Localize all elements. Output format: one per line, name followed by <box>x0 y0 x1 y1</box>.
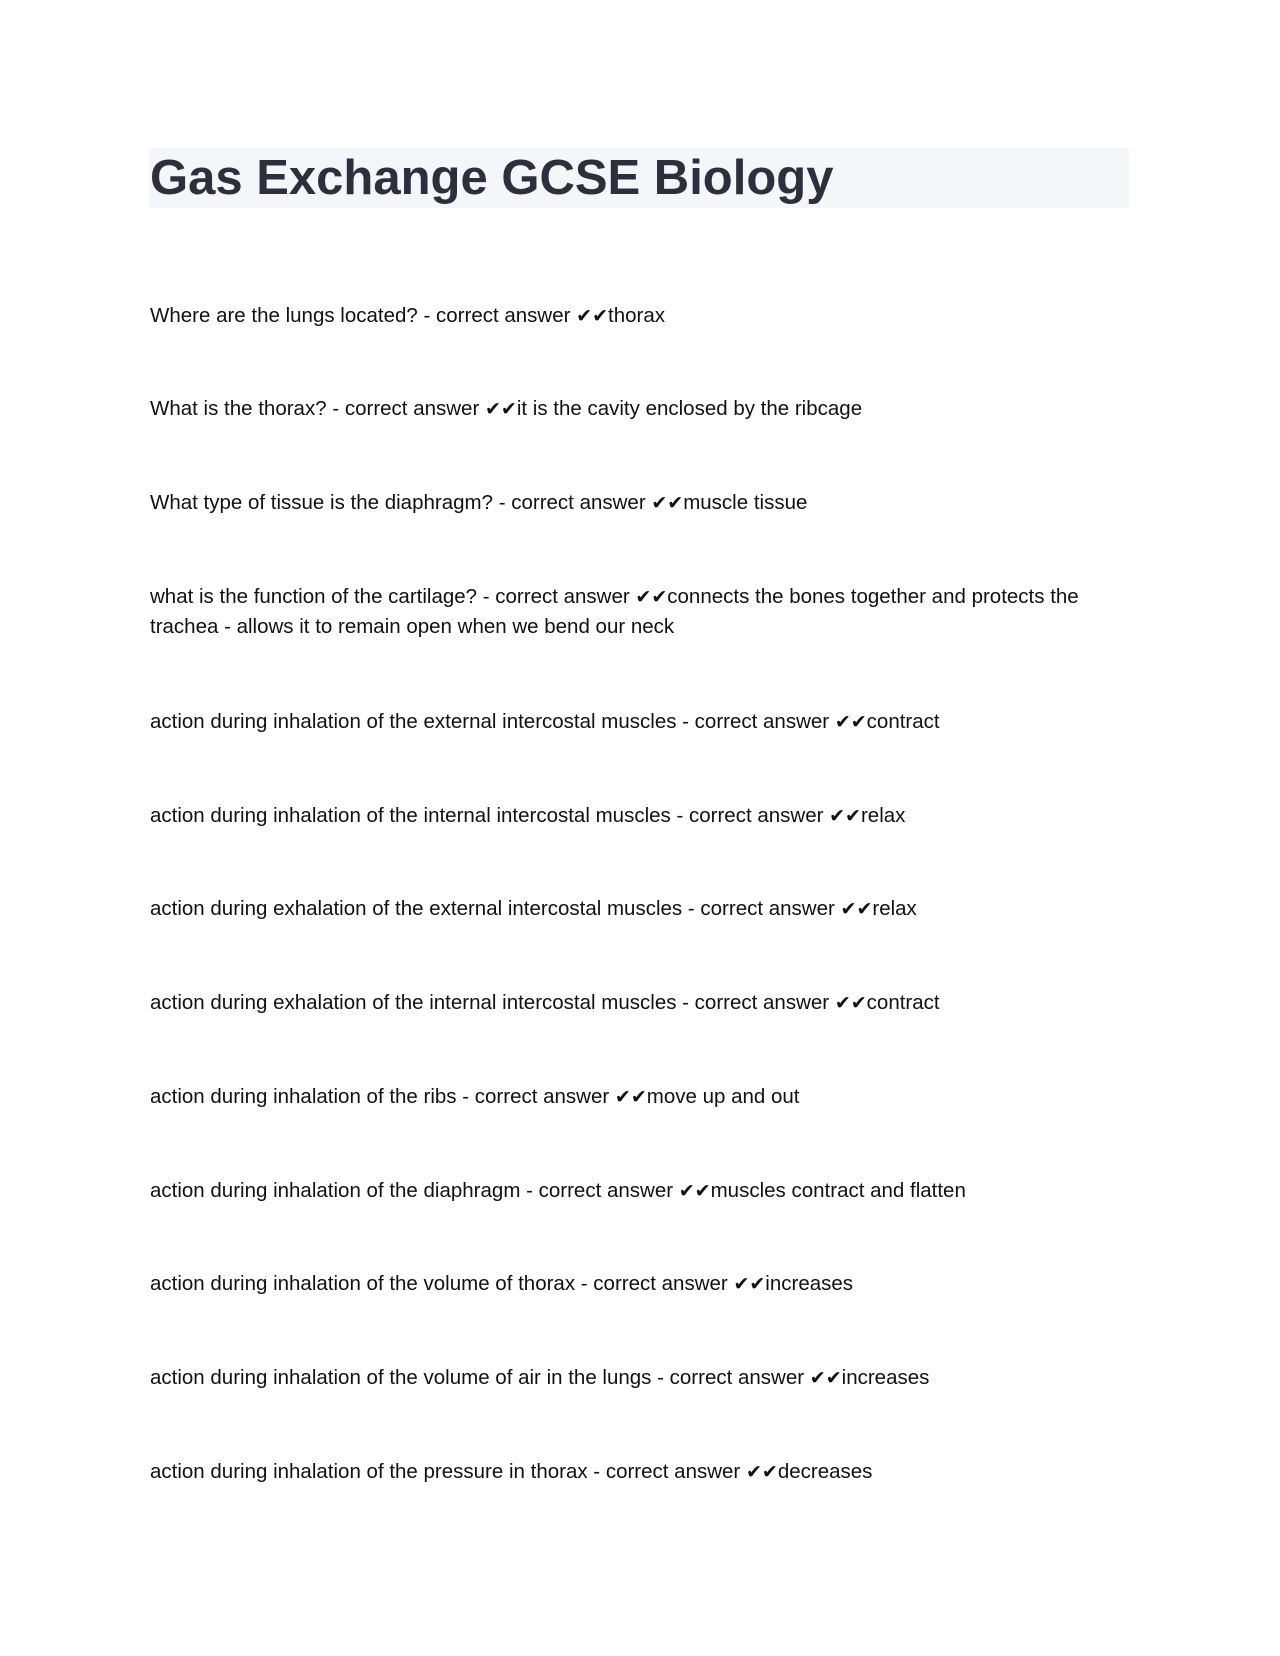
double-check-icon: ✔✔ <box>834 992 867 1014</box>
question-text: action during inhalation of the volume of air in the lungs <box>150 1366 652 1389</box>
answer-separator: - correct answer <box>477 585 636 608</box>
answer-text: it is the cavity enclosed by the ribcage <box>516 397 863 420</box>
question-text: Where are the lungs located? <box>150 304 418 327</box>
double-check-icon: ✔✔ <box>840 898 873 920</box>
double-check-icon: ✔✔ <box>614 1086 647 1108</box>
answer-text: contract <box>866 710 940 733</box>
double-check-icon: ✔✔ <box>635 586 668 608</box>
qa-item <box>150 488 1140 518</box>
question-text: action during inhalation of the diaphragm <box>150 1179 521 1202</box>
answer-separator: - correct answer <box>676 710 835 733</box>
answer-separator: - correct answer <box>587 1460 746 1483</box>
answer-separator: - correct answer <box>676 991 835 1014</box>
answer-text: muscle tissue <box>683 491 808 514</box>
answer-text: connects the bones together and protects the trachea - allows it to remain open when we bend our neck <box>150 585 1079 638</box>
answer-text: move up and out <box>646 1085 800 1108</box>
qa-item <box>150 1363 1140 1393</box>
qa-item <box>150 894 1140 924</box>
qa-item <box>150 1457 1140 1487</box>
double-check-icon: ✔✔ <box>733 1273 766 1295</box>
double-check-icon: ✔✔ <box>745 1461 778 1483</box>
answer-separator: - correct answer <box>682 897 841 920</box>
qa-item <box>150 1082 1140 1112</box>
answer-text: increases <box>765 1272 854 1295</box>
question-text: action during exhalation of the external intercostal muscles <box>150 897 683 920</box>
qa-item <box>150 801 1140 831</box>
answer-separator: - correct answer <box>326 397 485 420</box>
answer-text: relax <box>860 804 906 827</box>
double-check-icon: ✔✔ <box>484 398 517 420</box>
qa-item <box>150 301 1140 331</box>
answer-separator: - correct answer <box>670 804 830 827</box>
page-title: Gas Exchange GCSE Biology <box>150 151 834 205</box>
question-text: What is the thorax? <box>150 397 327 420</box>
answer-separator: - correct answer <box>417 304 577 327</box>
double-check-icon: ✔✔ <box>678 1180 711 1202</box>
answer-text: thorax <box>608 304 665 327</box>
question-text: action during inhalation of the external intercostal muscles <box>150 710 677 733</box>
qa-item <box>150 394 1140 424</box>
double-check-icon: ✔✔ <box>809 1367 842 1389</box>
answer-text: increases <box>841 1366 930 1389</box>
answer-separator: - correct answer <box>493 491 652 514</box>
qa-item <box>150 988 1140 1018</box>
qa-item <box>150 707 1140 737</box>
answer-separator: - correct answer <box>575 1272 734 1295</box>
question-text: action during inhalation of the internal intercostal muscles <box>150 804 671 827</box>
double-check-icon: ✔✔ <box>576 305 609 327</box>
question-text: action during inhalation of the volume of thorax <box>150 1272 576 1295</box>
answer-separator: - correct answer <box>520 1179 679 1202</box>
qa-item <box>150 1269 1140 1299</box>
double-check-icon: ✔✔ <box>651 492 684 514</box>
double-check-icon: ✔✔ <box>829 805 861 827</box>
question-text: What type of tissue is the diaphragm? <box>150 491 493 514</box>
qa-item <box>150 1176 1140 1206</box>
answer-separator: - correct answer <box>456 1085 615 1108</box>
question-text: what is the function of the cartilage? <box>150 585 478 608</box>
question-text: action during exhalation of the internal intercostal muscles <box>150 991 677 1014</box>
double-check-icon: ✔✔ <box>834 711 867 733</box>
question-text: action during inhalation of the pressure in thorax <box>150 1460 588 1483</box>
answer-text: decreases <box>777 1460 873 1483</box>
qa-item <box>150 582 1140 642</box>
answer-text: relax <box>872 897 917 920</box>
answer-separator: - correct answer <box>651 1366 810 1389</box>
answer-text: muscles contract and flatten <box>710 1179 966 1202</box>
question-text: action during inhalation of the ribs <box>150 1085 457 1108</box>
answer-text: contract <box>866 991 940 1014</box>
